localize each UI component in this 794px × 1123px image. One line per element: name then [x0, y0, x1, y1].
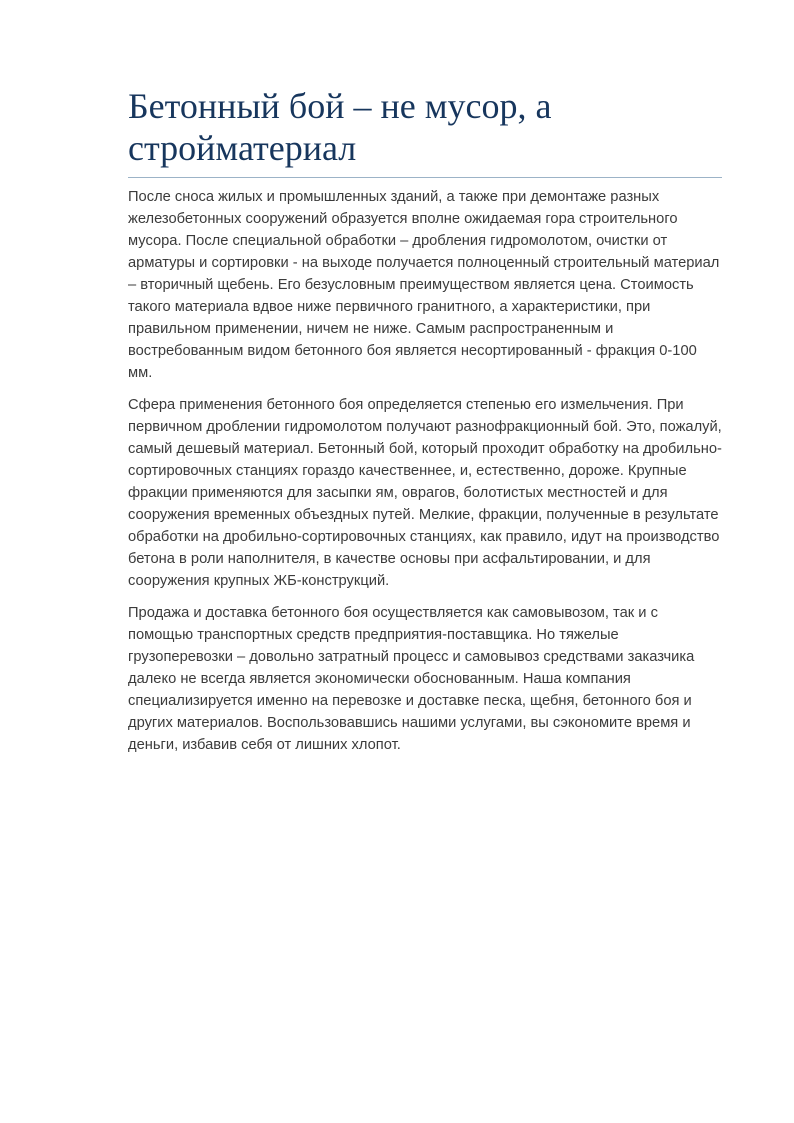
document-title: Бетонный бой – не мусор, а стройматериал [128, 85, 722, 178]
paragraph-applications: Сфера применения бетонного боя определяется степенью его измельчения. При первичном дроблении гидромолотом получают разнофракционный бой. Это, пожалуй, самый дешевый материал. Бетонный бой, который проходит обработку на дробильно-сортировочных станциях гораздо качественнее, и, естественно, дороже. Крупные фракции применяются для засыпки ям, оврагов, болотистых местностей и для сооружения временных объездных путей. Мелкие, фракции, полученные в результате обработки на дробильно-сортировочных станциях, как правило, идут на производство бетона в роли наполнителя, в качестве основы при асфальтировании, и для сооружения крупных ЖБ-конструкций. [128, 397, 722, 589]
paragraph-intro: После сноса жилых и промышленных зданий, а также при демонтаже разных железобетонных сооружений образуется вполне ожидаемая гора строительного мусора. После специальной обработки – дробления гидромолотом, очистки от арматуры и сортировки - на выходе получается полноценный строительный материал – вторичный щебень. Его безусловным преимуществом является цена. Стоимость такого материала вдвое ниже первичного гранитного, а характеристики, при правильном применении, ничем не ниже. Самым распространенным и востребованным видом бетонного боя является несортированный - фракция 0-100 мм. [128, 189, 720, 381]
paragraph-delivery: Продажа и доставка бетонного боя осуществляется как самовывозом, так и с помощью транспортных средств предприятия-поставщика. Но тяжелые грузоперевозки – довольно затратный процесс и самовывоз средствами заказчика далеко не всегда является экономически обоснованным. Наша компания специализируется именно на перевозке и доставке песка, щебня, бетонного боя и других материалов. Воспользовавшись нашими услугами, вы сэкономите время и деньги, избавив себя от лишних хлопот. [128, 605, 695, 753]
